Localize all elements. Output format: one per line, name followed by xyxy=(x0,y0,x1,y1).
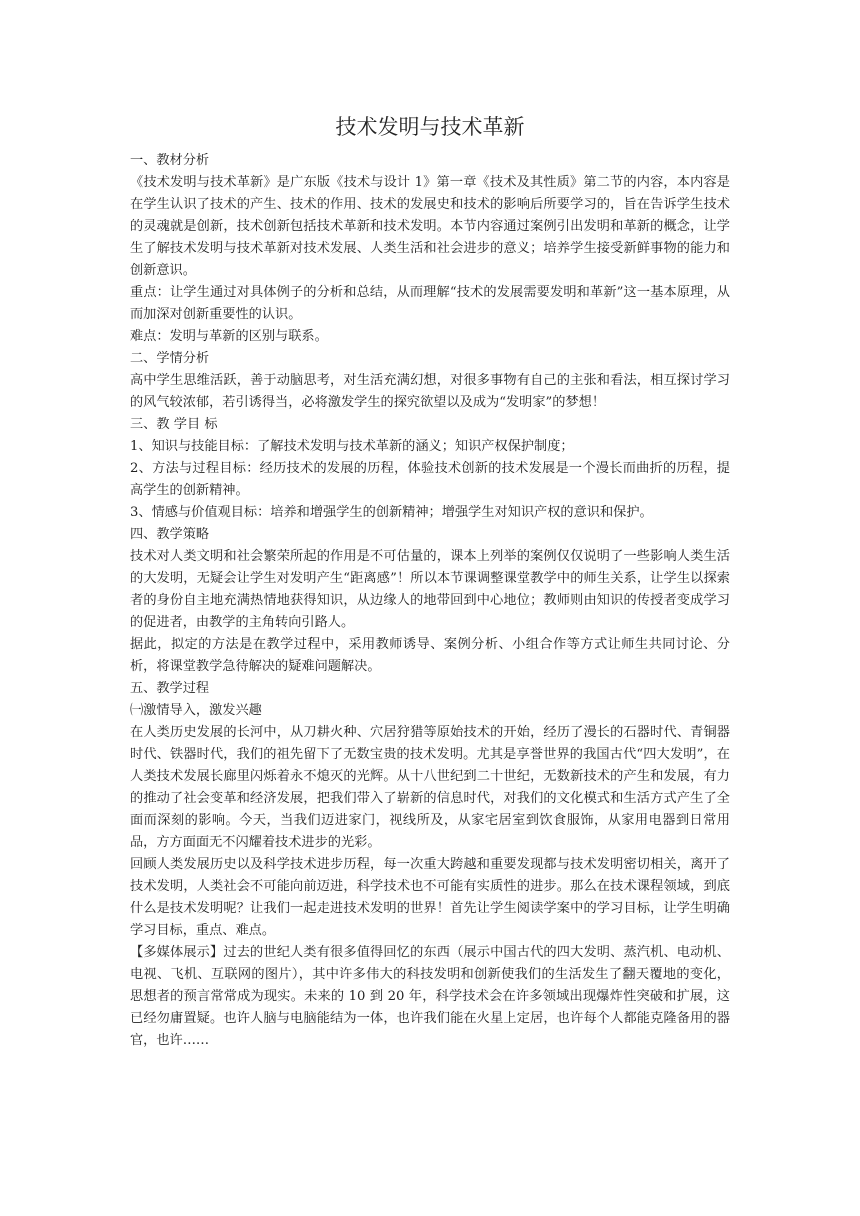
paragraph: 据此，拟定的方法是在教学过程中，采用教师诱导、案例分析、小组合作等方式让师生共同讨论、分析，将课堂教学急待解决的疑难问题解决。 xyxy=(130,637,730,674)
document-page xyxy=(130,110,730,1052)
section-heading: 二、学情分析 xyxy=(130,351,210,366)
section-textbook-analysis xyxy=(130,150,730,348)
section-teaching-goals xyxy=(130,414,730,524)
goal-item: 1、知识与技能目标：了解技术发明与技术革新的涵义；知识产权保护制度； xyxy=(130,439,574,454)
section-teaching-process xyxy=(130,678,730,1052)
paragraph: 技术对人类文明和社会繁荣所起的作用是不可估量的，课本上列举的案例仅仅说明了一些影响人类生活的大发明，无疑会让学生对发明产生“距离感”！所以本节课调整课堂教学中的师生关系，让学生以探索者的身份自主地充满热情地获得知识，从边缘人的地带回到中心地位；教师则由知识的传授者变成学习的促进者，由教学的主角转向引路人。 xyxy=(130,549,730,630)
goal-item: 3、情感与价值观目标：培养和增强学生的创新精神；增强学生对知识产权的意识和保护。 xyxy=(130,505,653,520)
section-heading: 一、教材分析 xyxy=(130,153,210,168)
paragraph: 在人类历史发展的长河中，从刀耕火种、穴居狩猎等原始技术的开始，经历了漫长的石器时代、青铜器时代、铁器时代，我们的祖先留下了无数宝贵的技术发明。尤其是享誉世界的我国古代“四大发明”，在人类技术发展长廊里闪烁着永不熄灭的光辉。从十八世纪到二十世纪，无数新技术的产生和发展，有力的推动了社会变革和经济发展，把我们带入了崭新的信息时代，对我们的文化模式和生活方式产生了全面而深刻的影响。今天，当我们迈进家门，视线所及，从家宅居室到饮食服饰，从家用电器到日常用品，方方面面无不闪耀着技术进步的光彩。 xyxy=(130,725,730,850)
paragraph: 回顾人类发展历史以及科学技术进步历程，每一次重大跨越和重要发现都与技术发明密切相关，离开了技术发明，人类社会不可能向前迈进，科学技术也不可能有实质性的进步。那么在技术课程领域，到底什么是技术发明呢？让我们一起走进技术发明的世界！首先让学生阅读学案中的学习目标，让学生明确学习目标，重点、难点。 xyxy=(130,857,730,938)
paragraph-key-point: 重点：让学生通过对具体例子的分析和总结，从而理解“技术的发展需要发明和革新”这一基本原理，从而加深对创新重要性的认识。 xyxy=(130,285,730,322)
paragraph: 《技术发明与技术革新》是广东版《技术与设计 1》第一章《技术及其性质》第二节的内容，本内容是在学生认识了技术的产生、技术的作用、技术的发展史和技术的影响后所要学习的，旨在告诉学生技术的灵魂就是创新，技术创新包括技术革新和技术发明。本节内容通过案例引出发明和革新的概念，让学生了解技术发明与技术革新对技术发展、人类生活和社会进步的意义；培养学生接受新鲜事物的能力和创新意识。 xyxy=(130,175,730,278)
section-heading: 五、教学过程 xyxy=(130,681,210,696)
paragraph-multimedia: 【多媒体展示】过去的世纪人类有很多值得回忆的东西（展示中国古代的四大发明、蒸汽机、电动机、电视、飞机、互联网的图片），其中许多伟大的科技发明和创新使我们的生活发生了翻天覆地的变化，思想者的预言常常成为现实。未来的 10 到 20 年，科学技术会在许多领域出现爆炸性突破和扩展，这已经勿庸置疑。也许人脑与电脑能结为一体，也许我们能在火星上定居，也许每个人都能克隆备用的器官，也许…… xyxy=(130,945,730,1048)
section-heading: 三、教 学目 标 xyxy=(130,417,218,432)
paragraph: 高中学生思维活跃，善于动脑思考，对生活充满幻想，对很多事物有自己的主张和看法，相互探讨学习的风气较浓郁，若引诱得当，必将激发学生的探究欲望以及成为“发明家”的梦想！ xyxy=(130,373,730,410)
document-title: 技术发明与技术革新 xyxy=(335,115,525,139)
subheading: ㈠激情导入，激发兴趣 xyxy=(130,703,262,718)
paragraph-difficulty: 难点：发明与革新的区别与联系。 xyxy=(130,329,328,344)
goal-item: 2、方法与过程目标：经历技术的发展的历程，体验技术创新的技术发展是一个漫长而曲折的历程，提高学生的创新精神。 xyxy=(130,461,730,498)
section-heading: 四、教学策略 xyxy=(130,527,210,542)
section-student-analysis xyxy=(130,348,730,414)
section-teaching-strategy xyxy=(130,524,730,678)
